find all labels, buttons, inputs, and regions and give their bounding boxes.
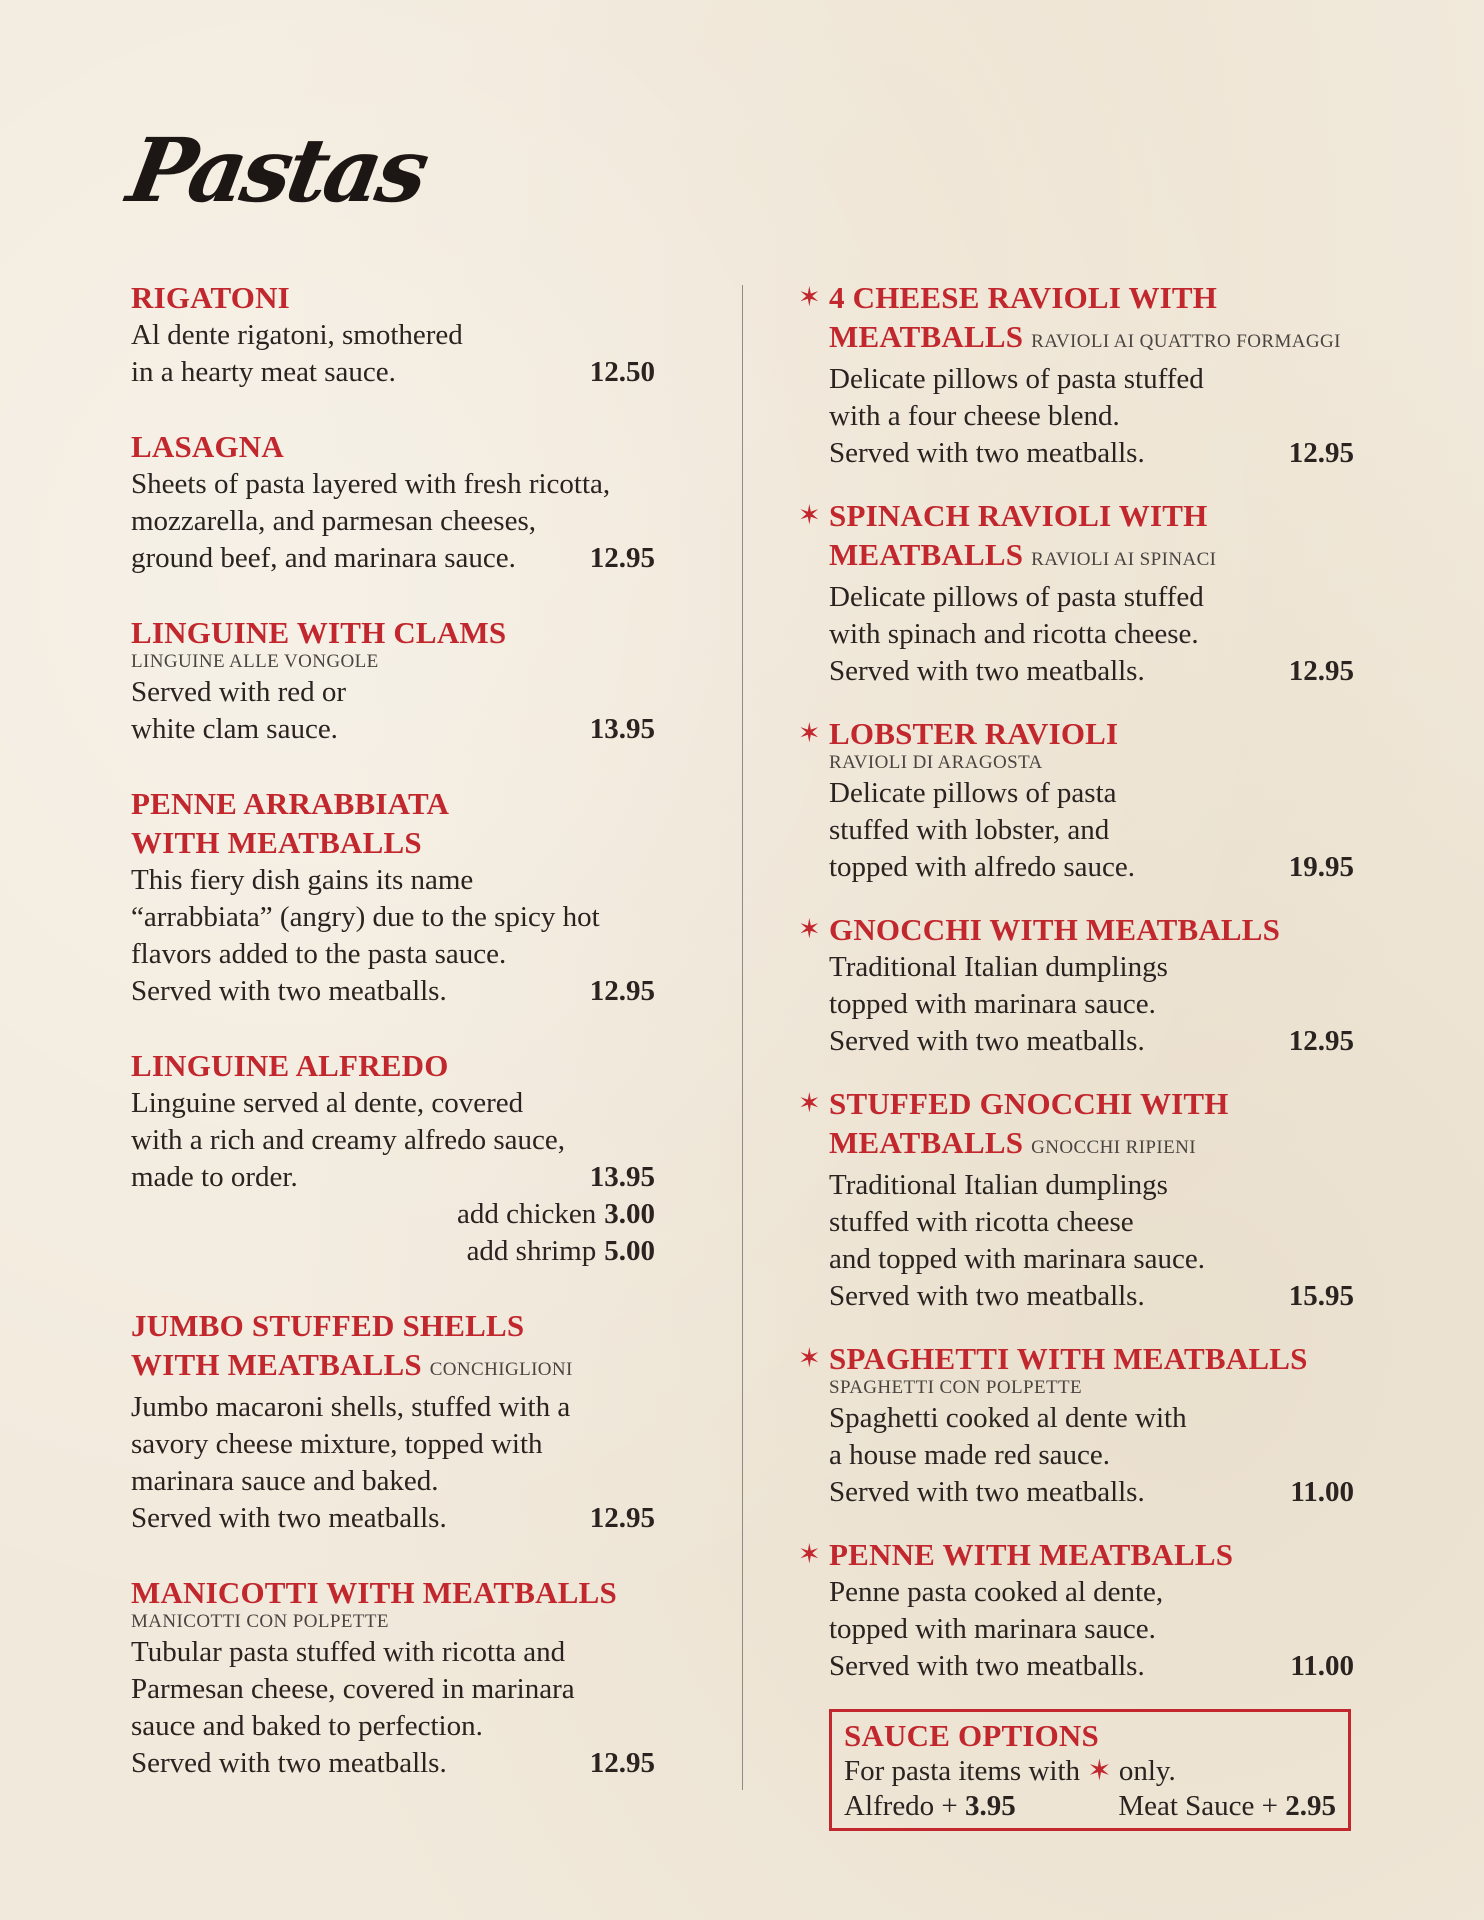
star-icon: ✶ — [798, 282, 821, 312]
description-text: Tubular pasta stuffed with ricotta and — [131, 1636, 566, 1668]
description-text: Served with two meatballs. — [131, 1747, 447, 1779]
menu-item-price: 12.95 — [589, 975, 655, 1007]
description-text: Served with two meatballs. — [131, 1502, 447, 1534]
description-text: Served with two meatballs. — [829, 1280, 1145, 1312]
meat-sauce-price: 2.95 — [1285, 1790, 1336, 1822]
menu-item-description-line — [131, 1500, 655, 1537]
menu-item-description-line — [829, 1437, 1354, 1474]
menu-item-italian-name: RAVIOLI AI SPINACI — [1031, 549, 1217, 570]
star-icon: ✶ — [798, 914, 821, 944]
alfredo-label: Alfredo + — [844, 1790, 958, 1822]
menu-item-description-line — [829, 653, 1354, 690]
description-text: Served with red or — [131, 676, 347, 708]
description-text: Delicate pillows of pasta stuffed — [829, 363, 1204, 395]
menu-item-name — [829, 714, 1354, 753]
menu-item-price: 19.95 — [1288, 851, 1354, 883]
description-text: This fiery dish gains its name — [131, 864, 474, 896]
sauce-options-box — [829, 1709, 1351, 1831]
menu-item-name — [829, 496, 1354, 579]
description-text: topped with marinara sauce. — [829, 1613, 1156, 1645]
menu-item-description-line — [131, 1745, 655, 1782]
description-text: Traditional Italian dumplings — [829, 1169, 1168, 1201]
menu-item-description-line — [131, 936, 655, 973]
menu-item-description-line — [131, 1085, 655, 1122]
description-text: topped with marinara sauce. — [829, 988, 1156, 1020]
description-text: Linguine served al dente, covered — [131, 1087, 524, 1119]
menu-item-description-line — [829, 616, 1354, 653]
addon-price: 3.00 — [604, 1198, 655, 1230]
sauce-options-note — [844, 1754, 1336, 1789]
description-text: Spaghetti cooked al dente with — [829, 1402, 1187, 1434]
menu-item-name-text: LINGUINE ALFREDO — [131, 1048, 449, 1083]
menu-item — [131, 784, 655, 1010]
description-text: Served with two meatballs. — [829, 437, 1145, 469]
star-icon: ✶ — [798, 1539, 821, 1569]
menu-item-description-line — [131, 1426, 655, 1463]
menu-item-description-line — [829, 398, 1354, 435]
menu-item-description-line — [131, 711, 655, 748]
menu-item-description-line — [829, 775, 1354, 812]
menu-item-description-line — [131, 862, 655, 899]
sauce-note-suffix: only. — [1118, 1755, 1176, 1787]
menu-item-description-line — [131, 973, 655, 1010]
star-icon: ✶ — [798, 718, 821, 748]
menu-item-description-line — [829, 1611, 1354, 1648]
menu-item-description-line — [131, 1389, 655, 1426]
star-icon: ✶ — [1087, 1755, 1112, 1787]
menu-item — [131, 278, 655, 391]
menu-item-name-line: PENNE ARRABBIATA — [131, 786, 450, 821]
menu-item-description-line — [829, 812, 1354, 849]
menu-item-name-line: 4 CHEESE RAVIOLI WITH — [829, 280, 1218, 315]
menu-item-name-line: WITH MEATBALLS — [131, 825, 422, 860]
menu-item-name-line: MEATBALLS — [829, 1125, 1024, 1160]
menu-item-description-line — [829, 1574, 1354, 1611]
description-text: ground beef, and marinara sauce. — [131, 542, 516, 574]
menu-item-name-line: WITH MEATBALLS — [131, 1347, 422, 1382]
menu-item-description-line — [829, 435, 1354, 472]
menu-item-price: 12.95 — [1288, 437, 1354, 469]
sauce-options-prices — [844, 1789, 1336, 1824]
description-text: with a four cheese blend. — [829, 400, 1120, 432]
addon-label: add shrimp — [466, 1235, 597, 1267]
description-text: Served with two meatballs. — [829, 1476, 1145, 1508]
sauce-options-title: SAUCE OPTIONS — [844, 1718, 1099, 1753]
description-text: with spinach and ricotta cheese. — [829, 618, 1199, 650]
addon-price: 5.00 — [604, 1235, 655, 1267]
menu-item-name-text: GNOCCHI WITH MEATBALLS — [829, 912, 1281, 947]
column-divider — [742, 285, 743, 1790]
description-text: white clam sauce. — [131, 713, 338, 745]
menu-item — [798, 1339, 1354, 1511]
meat-sauce-option — [1118, 1789, 1336, 1824]
description-text: with a rich and creamy alfredo sauce, — [131, 1124, 565, 1156]
description-text: Traditional Italian dumplings — [829, 951, 1168, 983]
menu-item-description-line — [131, 317, 655, 354]
menu-item-price: 12.95 — [589, 1747, 655, 1779]
menu-item-name-text: LASAGNA — [131, 429, 284, 464]
menu-item-description-line — [131, 1634, 655, 1671]
menu-item-italian-name: LINGUINE ALLE VONGOLE — [131, 651, 379, 672]
description-text: made to order. — [131, 1161, 298, 1193]
menu-item-italian-name: RAVIOLI AI QUATTRO FORMAGGI — [1031, 331, 1341, 352]
menu-item-description-line — [131, 1159, 655, 1196]
menu-item-name — [131, 1573, 655, 1612]
menu-item-description-line — [131, 540, 655, 577]
menu-item-italian-name: MANICOTTI CON POLPETTE — [131, 1611, 389, 1632]
menu-item-name-text: LINGUINE WITH CLAMS — [131, 615, 507, 650]
menu-item-name — [829, 1535, 1354, 1574]
menu-item-description-line — [131, 1122, 655, 1159]
menu-item — [798, 1535, 1354, 1685]
menu-item-description-line — [829, 1167, 1354, 1204]
right-items-list — [798, 278, 1354, 1685]
menu-item-price: 12.95 — [1288, 655, 1354, 687]
description-text: a house made red sauce. — [829, 1439, 1111, 1471]
addon-label: add chicken — [456, 1198, 597, 1230]
menu-item — [131, 1046, 655, 1270]
menu-item-price: 12.50 — [589, 356, 655, 388]
description-text: Jumbo macaroni shells, stuffed with a — [131, 1391, 571, 1423]
menu-item-price: 12.95 — [589, 1502, 655, 1534]
menu-item-price: 11.00 — [1290, 1650, 1354, 1682]
menu-item-description-line — [131, 503, 655, 540]
description-text: “arrabbiata” (angry) due to the spicy hot — [131, 901, 600, 933]
star-icon: ✶ — [798, 1088, 821, 1118]
menu-item-italian-name: CONCHIGLIONI — [429, 1359, 573, 1380]
menu-item — [798, 278, 1354, 472]
description-text: Served with two meatballs. — [829, 1025, 1145, 1057]
menu-item-name-text: RIGATONI — [131, 280, 290, 315]
menu-item-description-line — [131, 354, 655, 391]
menu-item-description-line — [131, 899, 655, 936]
menu-item-description-line — [829, 579, 1354, 616]
description-text: stuffed with lobster, and — [829, 814, 1110, 846]
menu-item-description-line — [131, 1708, 655, 1745]
menu-item-description-line — [829, 1023, 1354, 1060]
menu-item-addon — [131, 1233, 655, 1270]
menu-item-italian-name: RAVIOLI DI ARAGOSTA — [829, 752, 1043, 773]
menu-item-italian-name: GNOCCHI RIPIENI — [1031, 1137, 1196, 1158]
menu-item-description-line — [131, 466, 655, 503]
star-icon: ✶ — [798, 500, 821, 530]
menu-item-name — [131, 613, 655, 652]
menu-item-italian-name: SPAGHETTI CON POLPETTE — [829, 1377, 1082, 1398]
menu-item-description-line — [829, 1400, 1354, 1437]
menu-item — [798, 714, 1354, 886]
description-text: Served with two meatballs. — [131, 975, 447, 1007]
menu-item-name-line: MEATBALLS — [829, 319, 1024, 354]
menu-item-name — [131, 784, 655, 862]
description-text: Delicate pillows of pasta stuffed — [829, 581, 1204, 613]
menu-item-addon — [131, 1196, 655, 1233]
page-title: Pastas — [120, 118, 433, 222]
menu-column-left — [131, 278, 655, 1818]
description-text: and topped with marinara sauce. — [829, 1243, 1206, 1275]
menu-item-name — [131, 1306, 655, 1389]
menu-item — [131, 613, 655, 748]
menu-item-description-line — [131, 674, 655, 711]
menu-item-price: 12.95 — [1288, 1025, 1354, 1057]
menu-item-description-line — [829, 1278, 1354, 1315]
description-text: Served with two meatballs. — [829, 655, 1145, 687]
menu-item — [798, 496, 1354, 690]
menu-item-name-line: MEATBALLS — [829, 537, 1024, 572]
menu-item-name — [131, 1046, 655, 1085]
menu-item-price: 15.95 — [1288, 1280, 1354, 1312]
menu-item-price: 13.95 — [589, 1161, 655, 1193]
menu-item-name — [131, 278, 655, 317]
alfredo-price: 3.95 — [965, 1790, 1016, 1822]
menu-item-name-text: SPAGHETTI WITH MEATBALLS — [829, 1341, 1308, 1376]
menu-item-name — [131, 427, 655, 466]
menu-item — [131, 1573, 655, 1782]
menu-item-name-line: STUFFED GNOCCHI WITH — [829, 1086, 1229, 1121]
menu-item-name — [829, 278, 1354, 361]
description-text: sauce and baked to perfection. — [131, 1710, 483, 1742]
menu-item-description-line — [829, 1241, 1354, 1278]
description-text: Sheets of pasta layered with fresh ricotta, — [131, 468, 611, 500]
menu-item-description-line — [829, 849, 1354, 886]
menu-item-description-line — [829, 949, 1354, 986]
menu-item-name-text: LOBSTER RAVIOLI — [829, 716, 1119, 751]
description-text: Delicate pillows of pasta — [829, 777, 1117, 809]
menu-item-price: 11.00 — [1290, 1476, 1354, 1508]
menu-item-name-text: PENNE WITH MEATBALLS — [829, 1537, 1234, 1572]
description-text: Served with two meatballs. — [829, 1650, 1145, 1682]
menu-item-name — [829, 1339, 1354, 1378]
menu-item — [131, 1306, 655, 1537]
description-text: Penne pasta cooked al dente, — [829, 1576, 1164, 1608]
menu-item-price: 13.95 — [589, 713, 655, 745]
menu-item-description-line — [829, 1648, 1354, 1685]
menu-item — [798, 910, 1354, 1060]
menu-item — [798, 1084, 1354, 1315]
menu-item-description-line — [829, 361, 1354, 398]
menu-item-description-line — [829, 986, 1354, 1023]
description-text: in a hearty meat sauce. — [131, 356, 396, 388]
menu-item-description-line — [131, 1463, 655, 1500]
menu-item-description-line — [829, 1204, 1354, 1241]
description-text: savory cheese mixture, topped with — [131, 1428, 543, 1460]
menu-item-price: 12.95 — [589, 542, 655, 574]
menu-item-name — [829, 910, 1354, 949]
description-text: Al dente rigatoni, smothered — [131, 319, 463, 351]
menu-item-name-line: JUMBO STUFFED SHELLS — [131, 1308, 525, 1343]
description-text: Parmesan cheese, covered in marinara — [131, 1673, 575, 1705]
meat-sauce-label: Meat Sauce + — [1118, 1790, 1278, 1822]
description-text: topped with alfredo sauce. — [829, 851, 1136, 883]
star-icon: ✶ — [798, 1343, 821, 1373]
alfredo-option — [844, 1789, 1016, 1824]
description-text: flavors added to the pasta sauce. — [131, 938, 507, 970]
description-text: stuffed with ricotta cheese — [829, 1206, 1134, 1238]
menu-column-right — [798, 278, 1354, 1831]
menu-item-description-line — [131, 1671, 655, 1708]
menu-item-name-line: SPINACH RAVIOLI WITH — [829, 498, 1208, 533]
menu-item-description-line — [829, 1474, 1354, 1511]
sauce-note-text: For pasta items with — [844, 1755, 1081, 1787]
menu-item — [131, 427, 655, 577]
description-text: mozzarella, and parmesan cheeses, — [131, 505, 536, 537]
description-text: marinara sauce and baked. — [131, 1465, 439, 1497]
menu-item-name-text: MANICOTTI WITH MEATBALLS — [131, 1575, 617, 1610]
menu-item-name — [829, 1084, 1354, 1167]
